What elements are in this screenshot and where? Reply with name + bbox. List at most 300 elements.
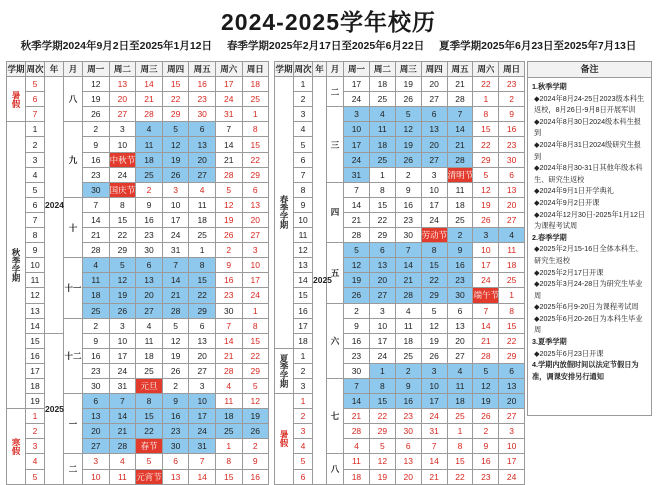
week-number: 10 <box>294 212 313 227</box>
day-cell: 23 <box>162 424 189 439</box>
week-number: 5 <box>294 454 313 469</box>
week-number: 2 <box>294 409 313 424</box>
day-cell: 5 <box>215 182 242 197</box>
header-year: 年 <box>313 62 327 77</box>
day-cell: 21 <box>215 348 242 363</box>
day-cell: 31 <box>109 378 136 393</box>
day-cell: 13 <box>499 378 525 393</box>
day-cell: 10 <box>109 137 136 152</box>
day-cell: 13 <box>421 122 447 137</box>
day-cell: 18 <box>369 137 395 152</box>
day-cell: 8 <box>369 378 395 393</box>
spring-week-row <box>275 258 525 273</box>
day-cell: 2 <box>83 122 110 137</box>
day-cell: 23 <box>136 228 163 243</box>
day-cell: 4 <box>136 122 163 137</box>
day-cell: 5 <box>162 318 189 333</box>
holiday-cell: 清明节 <box>447 167 473 182</box>
spring-week-row <box>275 273 525 288</box>
day-cell: 4 <box>83 258 110 273</box>
calendar-table-spring-summer <box>274 61 525 485</box>
day-cell: 2 <box>473 424 499 439</box>
day-cell: 29 <box>109 243 136 258</box>
header-thu: 周四 <box>162 62 189 77</box>
day-cell: 22 <box>109 228 136 243</box>
header-month: 月 <box>327 62 344 77</box>
day-cell: 30 <box>395 228 421 243</box>
day-cell: 9 <box>242 454 268 469</box>
day-cell: 27 <box>499 212 525 227</box>
day-cell: 23 <box>395 212 421 227</box>
week-number: 17 <box>26 363 45 378</box>
day-cell: 23 <box>83 167 110 182</box>
week-number: 1 <box>294 77 313 92</box>
day-cell: 10 <box>83 469 110 484</box>
day-cell: 11 <box>447 378 473 393</box>
spring-week-row <box>275 77 525 92</box>
day-cell: 23 <box>215 288 242 303</box>
day-cell: 20 <box>421 77 447 92</box>
note-heading: 1.秋季学期 <box>532 82 567 91</box>
day-cell: 19 <box>109 288 136 303</box>
day-cell: 28 <box>215 363 242 378</box>
day-cell: 12 <box>162 333 189 348</box>
day-cell: 27 <box>421 92 447 107</box>
day-cell: 7 <box>215 318 242 333</box>
day-cell: 13 <box>499 182 525 197</box>
day-cell: 25 <box>395 348 421 363</box>
notes-body <box>528 78 651 385</box>
term-label: 寒假 <box>7 409 26 484</box>
day-cell: 1 <box>215 439 242 454</box>
day-cell: 9 <box>83 333 110 348</box>
day-cell: 26 <box>473 409 499 424</box>
day-cell: 2 <box>344 303 370 318</box>
day-cell: 28 <box>447 152 473 167</box>
day-cell: 21 <box>395 273 421 288</box>
spring-week-row <box>275 378 525 393</box>
day-cell: 12 <box>473 182 499 197</box>
day-cell: 22 <box>162 92 189 107</box>
header-mon: 周一 <box>344 62 370 77</box>
note-item: ◆2025年6月20-26日为本科生毕业周 <box>534 313 643 335</box>
day-cell: 24 <box>109 363 136 378</box>
day-cell: 23 <box>189 92 216 107</box>
spring-week-row <box>275 348 525 363</box>
term-label: 夏季学期 <box>275 348 294 393</box>
week-number: 4 <box>294 439 313 454</box>
day-cell: 3 <box>344 107 370 122</box>
term-dates <box>0 38 657 53</box>
day-cell: 24 <box>344 92 370 107</box>
day-cell: 24 <box>344 152 370 167</box>
day-cell: 7 <box>215 122 242 137</box>
day-cell: 5 <box>473 363 499 378</box>
day-cell: 12 <box>109 273 136 288</box>
day-cell: 18 <box>395 333 421 348</box>
month-label: 九 <box>64 122 83 197</box>
day-cell: 20 <box>83 424 110 439</box>
note-heading: 4.学期内放假时间以法定节假日为准，调课安排另行通知 <box>532 360 639 381</box>
holiday-cell: 元旦 <box>136 378 163 393</box>
day-cell: 2 <box>447 228 473 243</box>
day-cell: 20 <box>189 152 216 167</box>
day-cell: 16 <box>189 77 216 92</box>
day-cell: 5 <box>136 454 163 469</box>
day-cell: 17 <box>109 348 136 363</box>
day-cell: 19 <box>473 394 499 409</box>
day-cell: 16 <box>447 258 473 273</box>
day-cell: 1 <box>369 167 395 182</box>
day-cell: 18 <box>136 152 163 167</box>
day-cell: 29 <box>189 303 216 318</box>
day-cell: 14 <box>189 469 216 484</box>
day-cell: 19 <box>395 137 421 152</box>
day-cell: 13 <box>395 454 421 469</box>
day-cell: 20 <box>189 348 216 363</box>
spring-week-row <box>275 212 525 227</box>
day-cell: 2 <box>395 363 421 378</box>
autumn-week-row <box>7 333 269 348</box>
day-cell: 4 <box>344 439 370 454</box>
month-label: 十二 <box>64 318 83 393</box>
week-number: 14 <box>294 273 313 288</box>
day-cell: 11 <box>499 243 525 258</box>
day-cell: 13 <box>189 333 216 348</box>
day-cell: 30 <box>162 439 189 454</box>
day-cell: 16 <box>473 454 499 469</box>
week-number: 11 <box>26 273 45 288</box>
week-number: 4 <box>26 167 45 182</box>
note-item: ◆2024年8月30-31日其他年级本科生、研究生返校 <box>534 163 643 184</box>
week-number: 10 <box>26 258 45 273</box>
week-number: 3 <box>26 152 45 167</box>
day-cell: 12 <box>395 122 421 137</box>
day-cell: 3 <box>421 167 447 182</box>
day-cell: 3 <box>162 182 189 197</box>
day-cell: 10 <box>189 394 216 409</box>
day-cell: 29 <box>369 228 395 243</box>
day-cell: 13 <box>447 318 473 333</box>
day-cell: 3 <box>369 303 395 318</box>
day-cell: 17 <box>421 197 447 212</box>
day-cell: 28 <box>162 303 189 318</box>
day-cell: 1 <box>189 243 216 258</box>
week-number: 15 <box>26 333 45 348</box>
month-label: 二 <box>64 454 83 484</box>
week-number: 12 <box>26 288 45 303</box>
day-cell: 10 <box>344 122 370 137</box>
week-number: 6 <box>294 152 313 167</box>
notes-header: 备注 <box>528 62 651 78</box>
day-cell: 30 <box>215 303 242 318</box>
week-number: 18 <box>26 378 45 393</box>
day-cell: 15 <box>499 318 525 333</box>
spring-week-row <box>275 439 525 454</box>
day-cell: 31 <box>162 243 189 258</box>
spring-week-row <box>275 409 525 424</box>
day-cell: 30 <box>83 182 110 197</box>
month-label: 四 <box>327 182 344 242</box>
holiday-cell: 劳动节 <box>421 228 447 243</box>
day-cell: 27 <box>369 288 395 303</box>
week-number: 1 <box>26 409 45 424</box>
header-week: 周次 <box>26 62 45 77</box>
day-cell: 24 <box>242 288 268 303</box>
spring-term-dates: 春季学期2025年2月17日至2025年6月22日 <box>226 40 425 52</box>
day-cell: 9 <box>395 378 421 393</box>
day-cell: 7 <box>421 439 447 454</box>
week-number: 2 <box>26 424 45 439</box>
day-cell: 9 <box>499 107 525 122</box>
note-item: ◆2025年2月15-16日全体本科生、研究生返校 <box>534 244 643 265</box>
day-cell: 1 <box>473 92 499 107</box>
day-cell: 17 <box>344 137 370 152</box>
day-cell: 4 <box>136 318 163 333</box>
day-cell: 12 <box>421 318 447 333</box>
note-heading: 2.春季学期 <box>532 232 567 242</box>
month-label: 二 <box>327 77 344 107</box>
spring-week-row <box>275 243 525 258</box>
spring-week-row <box>275 152 525 167</box>
note-item: ◆2024年8月31日2024级研究生报到 <box>534 139 641 161</box>
day-cell: 9 <box>447 243 473 258</box>
spring-week-row <box>275 318 525 333</box>
day-cell: 23 <box>499 77 525 92</box>
month-label: 六 <box>327 303 344 378</box>
day-cell: 9 <box>344 318 370 333</box>
day-cell: 7 <box>473 303 499 318</box>
day-cell: 1 <box>242 107 268 122</box>
day-cell: 24 <box>499 469 525 484</box>
day-cell: 8 <box>369 182 395 197</box>
day-cell: 3 <box>109 122 136 137</box>
header-sat: 周六 <box>215 62 242 77</box>
day-cell: 4 <box>215 378 242 393</box>
week-number: 6 <box>294 469 313 484</box>
day-cell: 18 <box>83 288 110 303</box>
spring-week-row <box>275 228 525 243</box>
day-cell: 9 <box>395 182 421 197</box>
week-number: 12 <box>294 243 313 258</box>
day-cell: 8 <box>499 303 525 318</box>
day-cell: 18 <box>447 197 473 212</box>
day-cell: 2 <box>215 243 242 258</box>
spring-week-row <box>275 363 525 378</box>
day-cell: 6 <box>189 318 216 333</box>
header-row <box>275 62 525 77</box>
day-cell: 21 <box>136 92 163 107</box>
header-thu: 周四 <box>421 62 447 77</box>
week-number: 5 <box>26 77 45 92</box>
day-cell: 22 <box>473 77 499 92</box>
day-cell: 28 <box>447 92 473 107</box>
day-cell: 8 <box>421 243 447 258</box>
day-cell: 5 <box>242 378 268 393</box>
day-cell: 24 <box>473 273 499 288</box>
week-number: 13 <box>26 303 45 318</box>
header-month: 月 <box>64 62 83 77</box>
day-cell: 12 <box>369 454 395 469</box>
week-number: 16 <box>26 348 45 363</box>
day-cell: 15 <box>242 333 268 348</box>
day-cell: 11 <box>136 137 163 152</box>
day-cell: 5 <box>369 439 395 454</box>
week-number: 6 <box>26 92 45 107</box>
week-number: 13 <box>294 258 313 273</box>
day-cell: 18 <box>136 348 163 363</box>
day-cell: 10 <box>242 258 268 273</box>
day-cell: 25 <box>242 92 268 107</box>
day-cell: 28 <box>395 288 421 303</box>
header-week: 周次 <box>294 62 313 77</box>
spring-week-row <box>275 137 525 152</box>
day-cell: 21 <box>83 228 110 243</box>
header-mon: 周一 <box>83 62 110 77</box>
day-cell: 24 <box>162 228 189 243</box>
day-cell: 29 <box>242 363 268 378</box>
day-cell: 20 <box>369 273 395 288</box>
day-cell: 7 <box>395 243 421 258</box>
day-cell: 4 <box>447 363 473 378</box>
day-cell: 25 <box>215 424 242 439</box>
day-cell: 16 <box>162 409 189 424</box>
day-cell: 2 <box>83 318 110 333</box>
week-number: 7 <box>26 107 45 122</box>
day-cell: 13 <box>109 77 136 92</box>
day-cell: 25 <box>447 409 473 424</box>
day-cell: 13 <box>369 258 395 273</box>
day-cell: 1 <box>369 363 395 378</box>
day-cell: 20 <box>421 137 447 152</box>
day-cell: 18 <box>369 77 395 92</box>
day-cell: 25 <box>136 167 163 182</box>
week-number: 8 <box>294 182 313 197</box>
day-cell: 23 <box>473 469 499 484</box>
day-cell: 21 <box>447 77 473 92</box>
day-cell: 11 <box>109 469 136 484</box>
day-cell: 30 <box>189 107 216 122</box>
day-cell: 16 <box>395 197 421 212</box>
day-cell: 21 <box>473 333 499 348</box>
day-cell: 26 <box>215 228 242 243</box>
day-cell: 25 <box>369 92 395 107</box>
day-cell: 24 <box>215 92 242 107</box>
day-cell: 29 <box>473 152 499 167</box>
day-cell: 16 <box>499 122 525 137</box>
day-cell: 27 <box>499 409 525 424</box>
day-cell: 27 <box>189 167 216 182</box>
day-cell: 26 <box>344 288 370 303</box>
day-cell: 22 <box>447 469 473 484</box>
day-cell: 20 <box>447 333 473 348</box>
day-cell: 13 <box>189 137 216 152</box>
header-sun: 周日 <box>499 62 525 77</box>
week-number: 9 <box>294 197 313 212</box>
day-cell: 5 <box>395 107 421 122</box>
day-cell: 9 <box>473 439 499 454</box>
day-cell: 11 <box>189 197 216 212</box>
day-cell: 28 <box>473 348 499 363</box>
day-cell: 14 <box>215 333 242 348</box>
header-tue: 周二 <box>109 62 136 77</box>
header-row <box>7 62 269 77</box>
month-label: 八 <box>327 454 344 484</box>
spring-week-row <box>275 122 525 137</box>
day-cell: 26 <box>395 92 421 107</box>
calendar-table-autumn <box>6 61 269 485</box>
month-label: 七 <box>327 378 344 453</box>
note-item: ◆2025年3月24-28日为研究生毕业周 <box>534 279 643 300</box>
day-cell: 15 <box>189 273 216 288</box>
day-cell: 29 <box>499 348 525 363</box>
day-cell: 26 <box>421 348 447 363</box>
day-cell: 19 <box>83 92 110 107</box>
day-cell: 9 <box>83 137 110 152</box>
day-cell: 23 <box>395 409 421 424</box>
day-cell: 6 <box>499 363 525 378</box>
day-cell: 16 <box>395 394 421 409</box>
day-cell: 20 <box>395 469 421 484</box>
month-label: 五 <box>327 243 344 303</box>
day-cell: 26 <box>83 107 110 122</box>
week-number: 3 <box>294 378 313 393</box>
day-cell: 20 <box>499 394 525 409</box>
day-cell: 23 <box>83 363 110 378</box>
day-cell: 12 <box>83 77 110 92</box>
day-cell: 30 <box>136 243 163 258</box>
header-sun: 周日 <box>242 62 268 77</box>
day-cell: 8 <box>242 318 268 333</box>
day-cell: 25 <box>189 228 216 243</box>
term-label: 暑假 <box>275 394 294 485</box>
day-cell: 21 <box>162 288 189 303</box>
note-item: ◆2024年9月1日开学典礼 <box>534 186 614 196</box>
day-cell: 27 <box>136 303 163 318</box>
day-cell: 6 <box>189 122 216 137</box>
day-cell: 28 <box>83 243 110 258</box>
day-cell: 8 <box>109 197 136 212</box>
day-cell: 21 <box>447 137 473 152</box>
day-cell: 19 <box>162 348 189 363</box>
day-cell: 22 <box>242 152 268 167</box>
day-cell: 3 <box>83 454 110 469</box>
day-cell: 10 <box>369 318 395 333</box>
day-cell: 30 <box>499 152 525 167</box>
day-cell: 29 <box>421 288 447 303</box>
day-cell: 14 <box>215 137 242 152</box>
note-item: ◆2024年8月24-25日2023级本科生返校，8月26日-9月8日开展军训 <box>534 93 645 115</box>
page-title: 2024-2025学年校历 <box>221 9 436 35</box>
day-cell: 22 <box>369 409 395 424</box>
note-item: ◆2025年6月9-20日为课程考试周 <box>534 302 639 312</box>
day-cell: 8 <box>189 258 216 273</box>
day-cell: 15 <box>215 469 242 484</box>
week-number: 17 <box>294 318 313 333</box>
day-cell: 11 <box>395 318 421 333</box>
term-label: 春季学期 <box>275 77 294 349</box>
year-label: 2024 <box>45 77 64 334</box>
spring-week-row <box>275 424 525 439</box>
day-cell: 18 <box>344 469 370 484</box>
day-cell: 11 <box>344 454 370 469</box>
week-number: 1 <box>294 348 313 363</box>
week-number: 3 <box>26 439 45 454</box>
day-cell: 3 <box>242 243 268 258</box>
holiday-cell: 中秋节 <box>109 152 136 167</box>
day-cell: 20 <box>499 197 525 212</box>
day-cell: 6 <box>136 258 163 273</box>
